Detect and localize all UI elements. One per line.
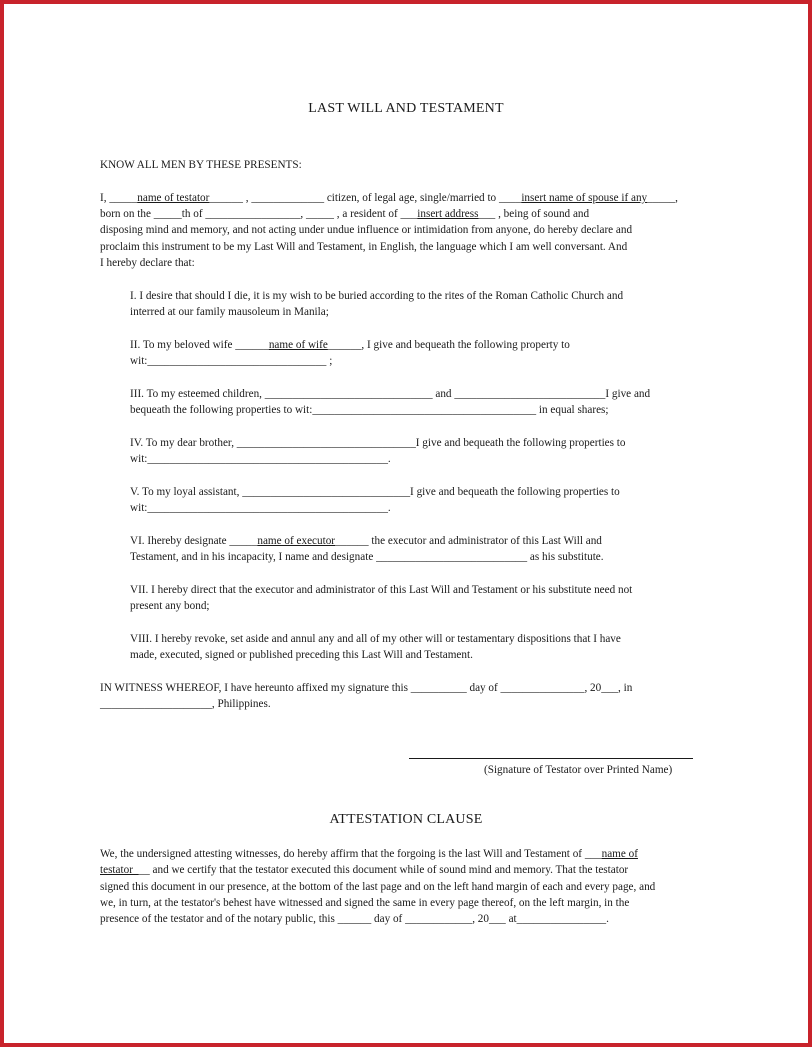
item-2-line-1: II. To my beloved wife ______name of wife______, I give and bequeath the following property to [130,339,570,351]
item-3-line-2: bequeath the following properties to wit:________________________________________ in equal shares; [130,404,609,416]
attestation-line-4: we, in turn, at the testator's behest have witnessed and signed the same in every page thereof, on the left margin, in the [100,897,630,909]
document-page [4,4,808,1043]
item-5-line-2: wit:___________________________________________. [130,502,391,514]
item-2-line-2: wit:________________________________ ; [130,355,333,367]
attestation-line-2: testator___ and we certify that the testator executed this document while of sound mind and memory. That the testator [100,864,629,876]
witness-line-1: IN WITNESS WHEREOF, I have hereunto affixed my signature this __________ day of _______________, 20___, in [100,682,633,694]
intro-line-5: I hereby declare that: [100,257,195,269]
item-1-line-1: I. I desire that should I die, it is my wish to be buried according to the rites of the Roman Catholic Church and [130,290,624,302]
item-4-line-1: IV. To my dear brother, ________________________________I give and bequeath the following properties to [130,437,626,449]
item-6-line-1: VI. Ihereby designate _____name of executor______ the executor and administrator of this Last Will and [130,535,602,547]
signature-caption: (Signature of Testator over Printed Name) [484,764,673,776]
intro-line-4: proclaim this instrument to be my Last Will and Testament, in English, the language which I am well conversant. And [100,241,628,253]
intro-line-3: disposing mind and memory, and not acting under undue influence or intimidation from anyone, do hereby declare and [100,224,633,236]
item-7-line-1: VII. I hereby direct that the executor and administrator of this Last Will and Testament or his substitute need not [130,584,633,596]
item-3-line-1: III. To my esteemed children, ______________________________ and ___________________________I give and [130,388,651,400]
witness-line-2: ____________________, Philippines. [100,698,271,710]
item-8-line-1: VIII. I hereby revoke, set aside and annul any and all of my other will or testamentary dispositions that I have [130,633,621,645]
item-7-line-2: present any bond; [130,600,210,612]
attestation-testator-name-field: name of [601,848,638,860]
executor-name-field: name of executor [257,535,336,547]
know-all-heading: KNOW ALL MEN BY THESE PRESENTS: [100,159,302,171]
signature-line [409,758,693,759]
item-6-line-2: Testament, and in his incapacity, I name and designate ___________________________ as his substitute. [130,551,604,563]
attestation-line-3: signed this document in our presence, at the bottom of the last page and on the left hand margin of each and every page, and [100,881,656,893]
spouse-name-field: insert name of spouse if any [521,192,648,204]
item-1-line-2: interred at our family mausoleum in Manila; [130,306,329,318]
attestation-line-1: We, the undersigned attesting witnesses, do hereby affirm that the forgoing is the last Will and Testament of ___name of [100,848,638,860]
address-field: insert address [417,208,479,220]
attestation-title: ATTESTATION CLAUSE [329,812,483,827]
wife-name-field: name of wife [268,339,328,351]
intro-line-2: born on the _____th of _________________, _____ , a resident of ___insert address___ , being of sound and [100,208,590,220]
item-5-line-1: V. To my loyal assistant, ______________________________I give and bequeath the following properties to [130,486,620,498]
item-4-line-2: wit:___________________________________________. [130,453,391,465]
attestation-line-5: presence of the testator and of the notary public, this ______ day of ____________, 20___ at________________. [100,913,609,925]
intro-line-1: I, _____name of testator______ , _____________ citizen, of legal age, single/married to ____insert name of spouse if any_____, [100,192,678,204]
testator-name-field: name of testator [137,192,210,204]
item-8-line-2: made, executed, signed or published preceding this Last Will and Testament. [130,649,473,661]
document-title: LAST WILL AND TESTAMENT [308,101,504,116]
